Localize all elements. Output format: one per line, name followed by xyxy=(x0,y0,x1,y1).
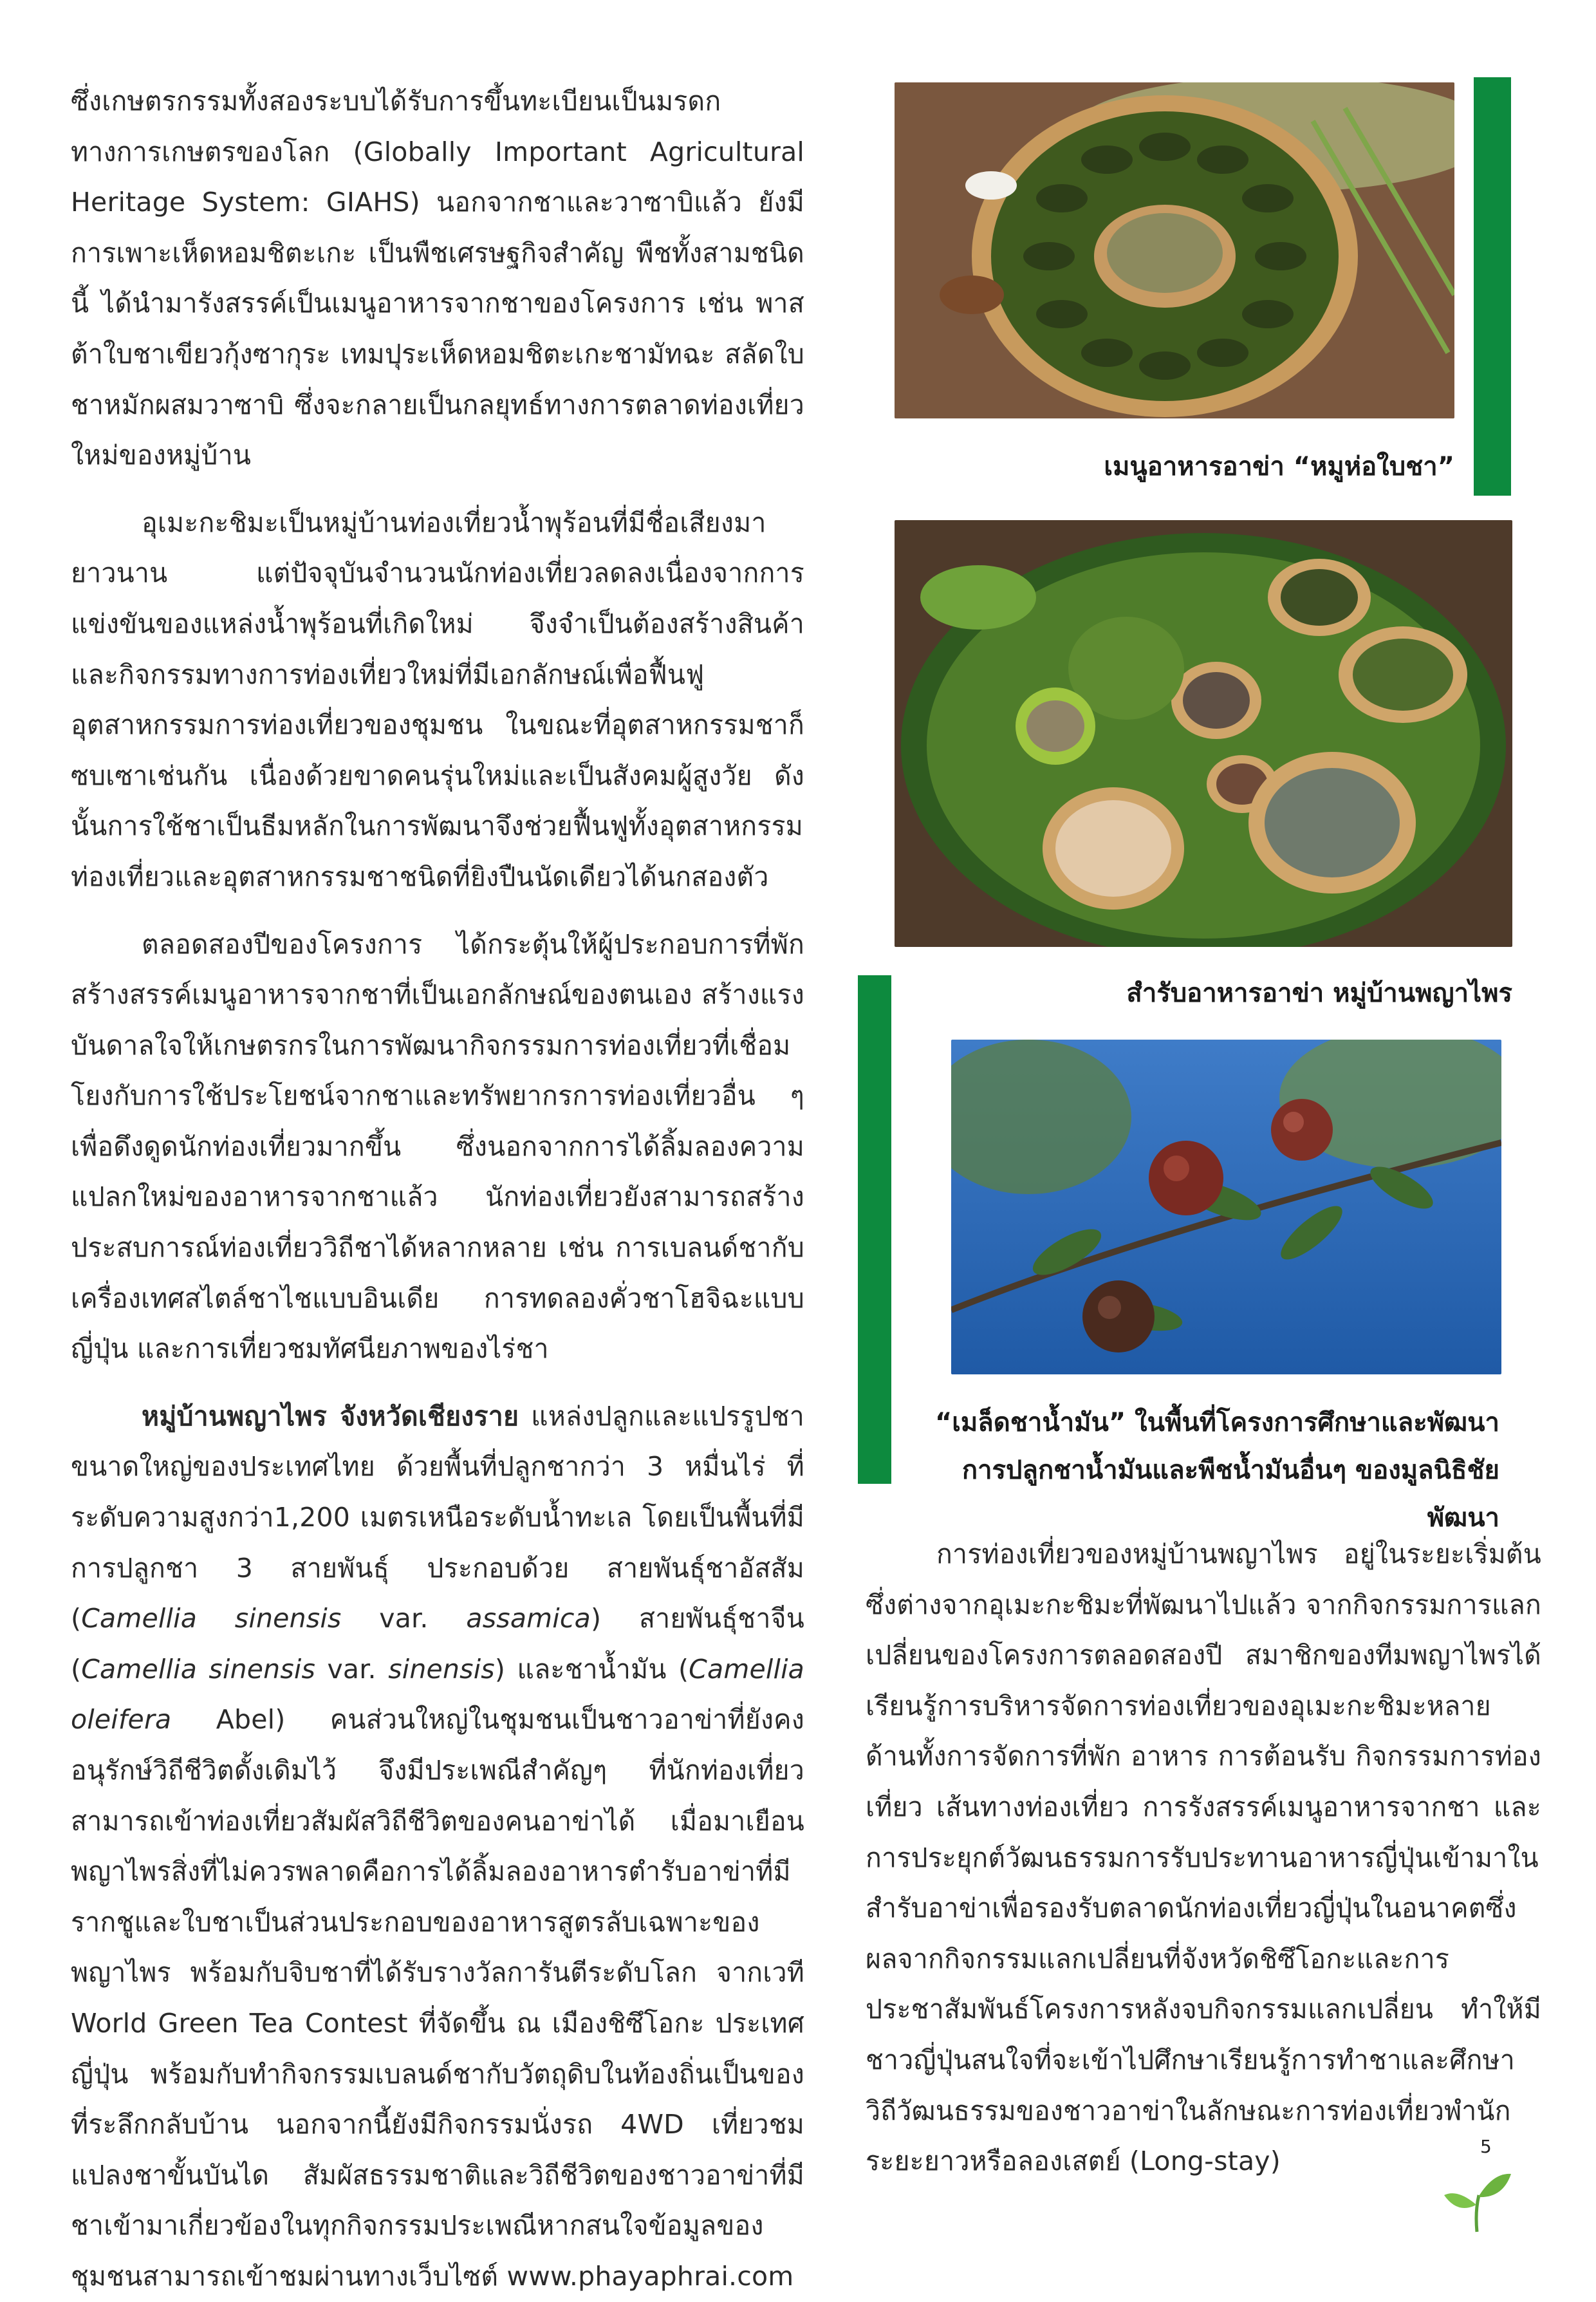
accent-bar-2 xyxy=(858,975,891,1484)
paragraph-phayaphrai-tourism: การท่องเที่ยวของหมู่บ้านพญาไพร อยู่ในระยะเริ่มต้น ซึ่งต่างจากอุเมะกะชิมะที่พัฒนาไปแล้ว จากกิจกรรมการแลกเปลี่ยนของโครงการตลอดสองปี สมาชิกของทีมพญาไพรได้เรียนรู้การบริหารจัดการท่องเที่ยวของอุเมะกะชิมะหลายด้านทั้งการจัดการที่พัก อาหาร การต้อนรับ กิจกรรมการท่องเที่ยว เส้นทางท่องเที่ยว การรังสรรค์เมนูอาหารจากชา และการประยุกต์วัฒนธรรมการรับประทานอาหารญี่ปุ่นเข้ามาในสำรับอาข่าเพื่อรองรับตลาดนักท่องเที่ยวญี่ปุ่นในอนาคตซึ่งผลจากกิจกรรมแลกเปลี่ยนที่จังหวัดชิซึโอกะและการประชาสัมพันธ์โครงการหลังจบกิจกรรมแลกเปลี่ยน ทำให้มีชาวญี่ปุ่นสนใจที่จะเข้าไปศึกษาเรียนรู้การทำชาและศึกษาวิถีวัฒนธรรมของชาวอาข่าในลักษณะการท่องเที่ยวพำนักระยะยาวหรือลองเสตย์ (Long-stay) xyxy=(866,1539,1541,2177)
phayaphrai-heading: หมู่บ้านพญาไพร จังหวัดเชียงราย xyxy=(142,1400,519,1432)
photo-pork-tea-rolls xyxy=(895,82,1454,418)
paragraph-umegashima: อุเมะกะชิมะเป็นหมู่บ้านท่องเที่ยวน้ำพุร้อนที่มีชื่อเสียงมายาวนาน แต่ปัจจุบันจำนวนนักท่องเที่ยวลดลงเนื่องจากการแข่งขันของแหล่งน้ำพุร้อนที่เกิดใหม่ จึงจำเป็นต้องสร้างสินค้าและกิจกรรมทางการท่องเที่ยวใหม่ที่มีเอกลักษณ์เพื่อฟื้นฟูอุตสาหกรรมการท่องเที่ยวของชุมชน ในขณะที่อุตสาหกรรมชาก็ซบเซาเช่นกัน เนื่องด้วยขาดคนรุ่นใหม่และเป็นสังคมผู้สูงวัย ดังนั้นการใช้ชาเป็นธีมหลักในการพัฒนาจึงช่วยฟื้นฟูทั้งอุตสาหกรรมท่องเที่ยวและอุตสาหกรรมชาชนิดที่ยิงปืนนัดเดียวได้นกสองตัว xyxy=(71,507,804,892)
caption-oil-tea-seeds: “เมล็ดชาน้ำมัน” ในพื้นที่โครงการศึกษาและพัฒนา การปลูกชาน้ำมันและพืชน้ำมันอื่นๆ ของมูลนิธิชัยพัฒนา xyxy=(934,1408,1499,1533)
page-number: 5 xyxy=(1480,2136,1492,2157)
caption-akha-food-tray: สำรับอาหารอาข่า หมู่บ้านพญาไพร xyxy=(1126,978,1512,1008)
photo-oil-tea-seeds xyxy=(951,1040,1501,1374)
photo-akha-food-tray xyxy=(895,520,1512,947)
paragraph-phayaphrai: หมู่บ้านพญาไพร จังหวัดเชียงราย แหล่งปลูกและแปรรูปชาขนาดใหญ่ของประเทศไทย ด้วยพื้นที่ปลูกชากว่า 3 หมื่นไร่ ที่ระดับความสูงกว่า1,200 เมตรเหนือระดับน้ำทะเล โดยเป็นพื้นที่มีการปลูกชา 3 สายพันธุ์ ประกอบด้วย สายพันธุ์ชาอัสสัม (Camellia sinensis var. assamica) สายพันธุ์ชาจีน (Camellia sinensis var. sinensis) และชาน้ำมัน (Camellia oleifera Abel) คนส่วนใหญ่ในชุมชนเป็นชาวอาข่าที่ยังคงอนุรักษ์วิถีชีวิตดั้งเดิมไว้ จึงมีประเพณีสำคัญๆ ที่นักท่องเที่ยวสามารถเข้าท่องเที่ยวสัมผัสวิถีชีวิตของคนอาข่าได้ เมื่อมาเยือนพญาไพรสิ่งที่ไม่ควรพลาดคือการได้ลิ้มลองอาหารตำรับอาข่าที่มีรากชูและใบชาเป็นส่วนประกอบของอาหารสูตรลับเฉพาะของพญาไพร พร้อมกับจิบชาที่ได้รับรางวัลการันตีระดับโลก จากเวที World Green Tea Contest ที่จัดขึ้น ณ เมืองชิซึโอกะ ประเทศญี่ปุ่น พร้อมกับทำกิจกรรมเบลนด์ชากับวัตถุดิบในท้องถิ่นเป็นของที่ระลึกกลับบ้าน นอกจากนี้ยังมีกิจกรรมนั่งรถ 4WD เที่ยวชมแปลงชาขั้นบันได สัมผัสธรรมชาติและวิถีชีวิตของชาวอาข่าที่มีชาเข้ามาเกี่ยวข้องในทุกกิจกรรมประเพณีหากสนใจข้อมูลของชุมชนสามารถเข้าชมผ่านทางเว็บไซต์ www.phayaphrai.com xyxy=(71,1400,804,2292)
tea-leaf-sprout-icon xyxy=(1442,2160,1512,2234)
right-column xyxy=(866,1529,1541,2187)
paragraph-project: ตลอดสองปีของโครงการ ได้กระตุ้นให้ผู้ประกอบการที่พักสร้างสรรค์เมนูอาหารจากชาที่เป็นเอกลักษณ์ของตนเอง สร้างแรงบันดาลใจให้เกษตรกรในการพัฒนากิจกรรมการท่องเที่ยวที่เชื่อมโยงกับการใช้ประโยชน์จากชาและทรัพยากรการท่องเที่ยวอื่น ๆ เพื่อดึงดูดนักท่องเที่ยวมากขึ้น ซึ่งนอกจากการได้ลิ้มลองความแปลกใหม่ของอาหารจากชาแล้ว นักท่องเที่ยวยังสามารถสร้างประสบการณ์ท่องเที่ยววิถีชาได้หลากหลาย เช่น การเบลนด์ชากับเครื่องเทศสไตล์ชาไชแบบอินเดีย การทดลองคั่วชาโฮจิฉะแบบญี่ปุ่น และการเที่ยวชมทัศนียภาพของไร่ชา xyxy=(71,928,804,1365)
caption-pork-tea-rolls: เมนูอาหารอาข่า “หมูห่อใบชา” xyxy=(1104,452,1454,482)
left-column xyxy=(71,76,804,2302)
accent-bar-1 xyxy=(1474,77,1511,496)
paragraph-giahs: ซึ่งเกษตรกรรมทั้งสองระบบได้รับการขึ้นทะเบียนเป็นมรดกทางการเกษตรของโลก (Globally Important Agricultural Heritage System: GIAHS) นอกจากชาและวาซาบิแล้ว ยังมีการเพาะเห็ดหอมชิตะเกะ เป็นพืชเศรษฐกิจสำคัญ พืชทั้งสามชนิดนี้ ได้นำมารังสรรค์เป็นเมนูอาหารจากชาของโครงการ เช่น พาสต้าใบชาเขียวกุ้งซากุระ เทมปุระเห็ดหอมชิตะเกะชามัทฉะ สลัดใบชาหมักผสมวาซาบิ ซึ่งจะกลายเป็นกลยุทธ์ทางการตลาดท่องเที่ยวใหม่ของหมู่บ้าน xyxy=(71,86,804,471)
